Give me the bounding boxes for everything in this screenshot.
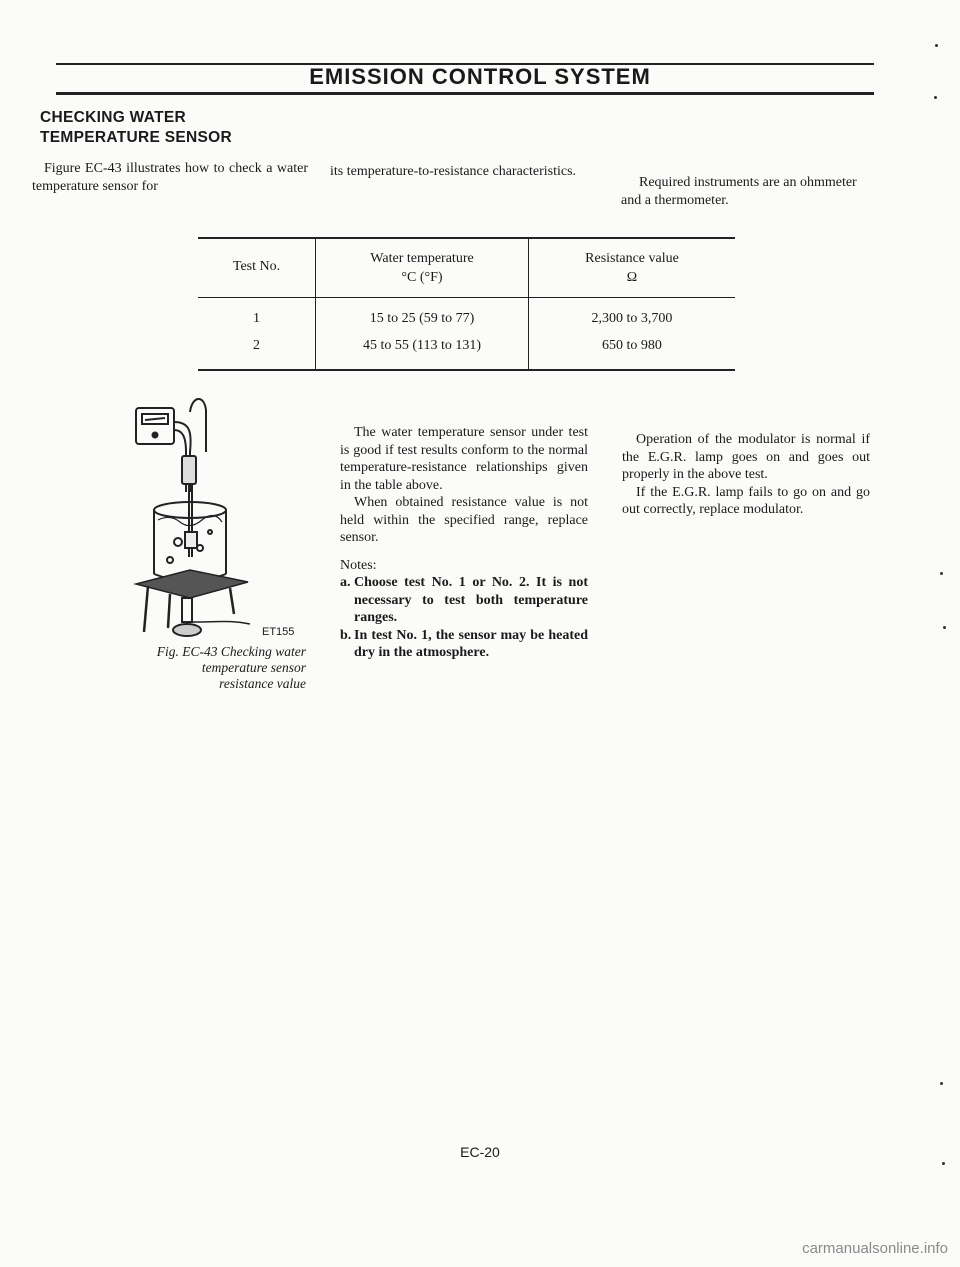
figure-caption-line-2: temperature sensor [201,660,306,675]
table-header-resistance-line-1: Resistance value [585,251,679,266]
table-bottom-rule [198,369,735,371]
page-header-title: EMISSION CONTROL SYSTEM [309,64,651,89]
page-number: EC-20 [460,1144,500,1160]
note-b [340,627,588,662]
body-paragraph-2: When obtained resistance value is not held within the specified range, replace sensor. [340,495,588,545]
intro-column-1 [32,160,308,195]
body-paragraph-1: The water temperature sensor under test is good if test results conform to the normal temperature-resistance relationships given in the table above. [340,425,588,493]
body-column-middle [340,424,588,662]
table-header-water-temp-line-1: Water temperature [370,251,474,266]
table-header-resistance-line-2: Ω [626,270,638,285]
table-header-test-no: Test No. [232,259,281,274]
table-header-water-temp-line-2: °C (°F) [401,270,443,285]
note-b-text: In test No. 1, the sensor may be heated dry in the atmosphere. [354,627,588,660]
intro-col3-text: Required instruments are an ohmmeter and a thermometer. [621,175,857,208]
table-row-2-water-temp: 45 to 55 (113 to 131) [362,338,482,353]
water-temperature-sensor-illustration [130,392,260,642]
table-header-resistance [529,249,735,287]
figure-caption-line-1: Fig. EC-43 Checking water [156,644,306,659]
scan-speck [943,626,946,629]
header-bottom-rule [56,92,874,95]
watermark: carmanualsonline.info [802,1240,948,1257]
section-title-line-1: CHECKING WATER [40,109,186,126]
table-top-rule [198,237,735,239]
scan-speck [942,1162,945,1165]
intro-column-2 [330,163,598,181]
right-paragraph-1: Operation of the modulator is normal if the E.G.R. lamp goes on and goes out properly in the above test. [622,432,870,482]
section-title [40,108,232,148]
note-a-marker: a. [340,575,351,590]
note-a [340,574,588,627]
section-title-line-2: TEMPERATURE SENSOR [40,129,232,146]
scan-speck [935,44,938,47]
scan-speck [940,572,943,575]
intro-col1-text: Figure EC-43 illustrates how to check a water temperature sensor for [32,161,308,194]
right-paragraph-2: If the E.G.R. lamp fails to go on and go out correctly, replace modulator. [622,484,870,517]
note-a-text: Choose test No. 1 or No. 2. It is not necessary to test both temperature ranges. [354,575,588,625]
intro-col2-text: its temperature-to-resistance characteristics. [330,164,577,179]
table-row-2-test-no: 2 [253,338,260,353]
burner-icon [173,598,250,636]
scan-speck [934,96,937,99]
note-b-marker: b. [340,627,352,643]
figure-caption [110,644,306,692]
table-header-water-temp [316,249,528,287]
figure-code: ET155 [262,626,295,638]
table-row-1-water-temp: 15 to 25 (59 to 77) [369,311,475,326]
scan-speck [940,1082,943,1085]
figure-caption-line-3: resistance value [219,676,306,691]
intro-column-3 [621,174,873,209]
body-column-right [622,431,870,519]
table-row-1-resistance: 2,300 to 3,700 [591,311,673,326]
table-row-1-test-no: 1 [253,311,260,326]
table-row-2-resistance: 650 to 980 [602,338,662,353]
table-header-rule [198,297,735,298]
notes-title: Notes: [340,557,377,573]
